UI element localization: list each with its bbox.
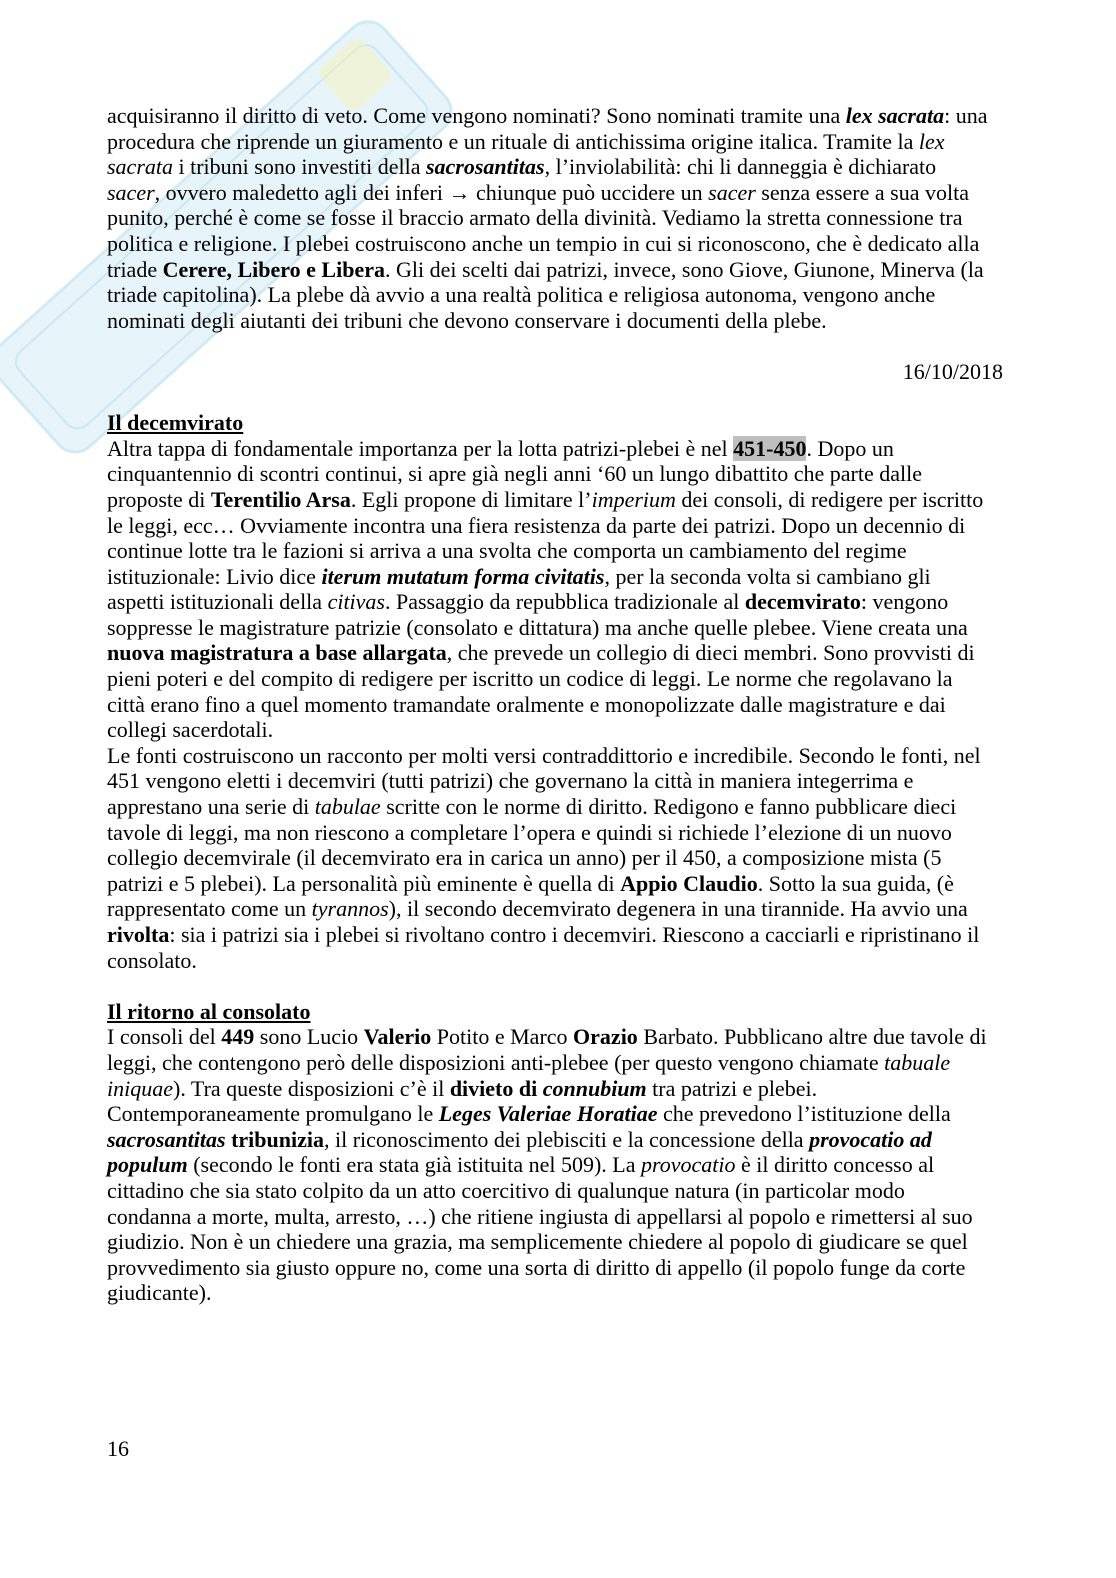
text-run: i tribuni sono investiti della (173, 154, 426, 180)
text-run: giudizio. Non è un chiedere una grazia, ma semplicemente chiedere al popolo di giudicare se quel (107, 1229, 968, 1255)
emphasized-text: Valerio (363, 1024, 432, 1050)
text-run: rappresentato come un (107, 896, 312, 922)
text-run: . Egli propone di limitare l’ (350, 486, 592, 512)
text-run: Contemporaneamente promulgano le (107, 1101, 439, 1127)
text-run: (secondo le fonti era stata già istituita nel 509). La (187, 1152, 642, 1178)
text-run: : una (944, 103, 988, 128)
text-line (107, 768, 1003, 794)
text-run: , il riconoscimento dei plebisciti e la concessione della (324, 1126, 810, 1152)
text-run: dei consoli, di redigere per iscritto (675, 486, 984, 512)
emphasized-text: sacrata (107, 154, 173, 180)
text-line (107, 794, 1003, 820)
emphasized-text: sacrosantitas (107, 1126, 226, 1152)
text-run: che prevedono l’istituzione della (657, 1101, 951, 1127)
emphasized-text: citivas (327, 589, 385, 615)
text-run: acquisiranno il diritto di veto. Come vengono nominati? Sono nominati tramite una (107, 103, 846, 128)
emphasized-text: decemvirato (744, 589, 861, 615)
text-run: soppresse le magistrature patrizie (consolato e dittatura) ma anche quelle plebee. Viene creata una (107, 614, 968, 640)
text-line (107, 129, 1003, 155)
emphasized-text: sacer (107, 179, 155, 205)
text-line (107, 589, 1003, 615)
text-line (107, 845, 1003, 871)
emphasized-text: connubium (542, 1075, 647, 1101)
text-run: . Dopo un (806, 435, 894, 461)
text-run: pieni poteri e del compito di redigere per iscritto un codice di leggi. Le norme che regolavano la (107, 666, 953, 692)
text-run: cittadino che sia stato colpito da un atto coercitivo di qualunque natura (in particolar modo (107, 1177, 905, 1203)
emphasized-text: tyrannos (311, 896, 389, 922)
text-line (107, 692, 1003, 718)
emphasized-text: sacer (708, 179, 756, 205)
text-line (107, 1050, 1003, 1076)
emphasized-text: tabuale (884, 1049, 951, 1075)
consolato-paragraphs (107, 1024, 1003, 1306)
text-run: proposte di (107, 486, 211, 512)
text-run: nominati degli aiutanti dei tribuni che devono conservare i documenti della plebe. (107, 307, 827, 333)
emphasized-text: sacrosantitas (425, 154, 545, 180)
text-run: continue lotte tra le fazioni si arriva a una svolta che comporta un cambiamento del regime (107, 538, 907, 564)
text-run: . Passaggio da repubblica tradizionale al (385, 589, 745, 615)
text-line (107, 308, 1003, 334)
text-line (107, 1024, 1003, 1050)
text-line (107, 103, 1003, 129)
text-line (107, 666, 1003, 692)
text-line (107, 1178, 1003, 1204)
text-line (107, 564, 1003, 590)
text-line (107, 180, 1003, 206)
decemvirato-paragraphs (107, 436, 1003, 973)
text-line (107, 513, 1003, 539)
text-line (107, 257, 1003, 283)
text-run: sono Lucio (254, 1024, 364, 1050)
text-run: . Sotto la sua guida, (è (757, 870, 954, 896)
emphasized-text: Cerere, Libero e Libera (162, 256, 385, 282)
emphasized-text: tabulae (314, 794, 381, 820)
text-run: , che prevede un collegio di dieci membri. Sono provvisti di (446, 640, 975, 666)
emphasized-text: lex sacrata (845, 103, 945, 128)
lecture-date: 16/10/2018 (902, 358, 1003, 384)
text-run: Barbato. Pubblicano altre due tavole di (637, 1024, 987, 1050)
emphasized-text: Terentilio Arsa (210, 486, 351, 512)
emphasized-text: iterum mutatum forma civitatis (321, 563, 605, 589)
text-run: patrizi e 5 plebei). La personalità più eminente è quella di (107, 870, 621, 896)
emphasized-text: provocatio ad (809, 1126, 932, 1152)
text-line (107, 896, 1003, 922)
emphasized-text: lex (918, 128, 945, 154)
text-line (107, 1076, 1003, 1102)
text-run: procedura che riprende un giuramento e un rituale di antichissima origine italica. Tramite la (107, 128, 919, 154)
text-line (107, 538, 1003, 564)
emphasized-text: provocatio (641, 1152, 736, 1178)
text-run: Le fonti costruiscono un racconto per molti versi contraddittorio e incredibile. Secondo le fonti, nel (107, 742, 981, 768)
text-line (107, 1229, 1003, 1255)
text-line (107, 231, 1003, 257)
text-run: ). Tra queste disposizioni c’è il (173, 1075, 450, 1101)
text-line (107, 205, 1003, 231)
text-run: politica e religione. I plebei costruiscono anche un tempio in cui si riconoscono, che è dedicato alla (107, 230, 980, 256)
text-run: consolato. (107, 947, 197, 973)
text-run: aspetti istituzionali della (107, 589, 328, 615)
text-run: tavole di leggi, ma non riescono a completare l’opera e quindi si richiede l’elezione di un nuovo (107, 819, 952, 845)
emphasized-text: imperium (591, 486, 676, 512)
text-run: . Gli dei scelti dai patrizi, invece, sono Giove, Giunone, Minerva (la (384, 256, 984, 282)
text-line (107, 436, 1003, 462)
text-line (107, 922, 1003, 948)
emphasized-text: tribunizia (225, 1126, 324, 1152)
text-run: condanna a morte, multa, arresto, …) che ritiene ingiusta di appellarsi al popolo e rimettersi al suo (107, 1203, 973, 1229)
emphasized-text: iniquae (107, 1075, 173, 1101)
emphasized-text: populum (107, 1152, 188, 1178)
text-run: triade (107, 256, 163, 282)
emphasized-text: Appio Claudio (620, 870, 758, 896)
text-line (107, 461, 1003, 487)
text-run: triade capitolina). La plebe dà avvio a una realtà politica e religiosa autonoma, vengono anche (107, 282, 936, 308)
heading-ritorno-al-consolato: Il ritorno al consolato (107, 998, 311, 1024)
text-run: giudicante). (107, 1280, 212, 1306)
text-run: le leggi, ecc… Ovviamente incontra una fiera resistenza da parte dei patrizi. Dopo un decennio di (107, 512, 966, 538)
highlighted-text: 451-450 (733, 435, 807, 461)
text-line (107, 282, 1003, 308)
text-line (107, 1280, 1003, 1306)
text-run: , ovvero maledetto agli dei inferi → chiunque può uccidere un (154, 179, 709, 205)
text-line (107, 487, 1003, 513)
emphasized-text: rivolta (107, 922, 170, 947)
text-line (107, 640, 1003, 666)
text-run: provvedimento sia giusto oppure no, come una sorta di diritto di appello (il popolo funge da corte (107, 1254, 966, 1280)
text-run: senza essere a sua volta (755, 179, 969, 205)
text-run: collegio decemvirale (il decemvirato era in carica un anno) per il 450, a composizione mista (5 (107, 845, 942, 871)
emphasized-text: divieto di (449, 1075, 543, 1101)
text-run: 451 vengono eletti i decemviri (tutti patrizi) che governano la città in maniera integerrima e (107, 768, 914, 794)
text-run: cinquantennio di scontri continui, si apre già negli anni ‘60 un lungo dibattito che parte dalle (107, 461, 923, 487)
emphasized-text: 449 (221, 1024, 255, 1050)
heading-decemvirato: Il decemvirato (107, 410, 244, 436)
text-line (107, 717, 1003, 743)
text-run: apprestano una serie di (107, 794, 315, 820)
page-body (107, 103, 1003, 1306)
text-line (107, 154, 1003, 180)
text-run: tra patrizi e plebei. (646, 1075, 818, 1101)
text-run: punito, perché è come se fosse il braccio armato della divinità. Vediamo la stretta connessione tra (107, 205, 963, 231)
text-line (107, 1255, 1003, 1281)
emphasized-text: Leges Valeriae Horatiae (438, 1101, 658, 1127)
text-run: : sia i patrizi sia i plebei si rivoltano contro i decemviri. Riescono a cacciarli e ripristinano il (169, 922, 980, 947)
text-run: leggi, che contengono però delle disposizioni anti-plebee (per questo vengono chiamate (107, 1049, 885, 1075)
text-run: istituzionale: Livio dice (107, 563, 322, 589)
text-line (107, 948, 1003, 974)
text-run: , l’inviolabilità: chi li danneggia è dichiarato (544, 154, 937, 180)
text-line (107, 1152, 1003, 1178)
text-run: : vengono (860, 589, 949, 615)
text-run: scritte con le norme di diritto. Redigono e fanno pubblicare dieci (380, 794, 957, 820)
intro-paragraph (107, 103, 1003, 333)
text-run: I consoli del (107, 1024, 222, 1050)
text-run: città erano fino a quel momento tramandate oralmente e monopolizzate dalle magistrature e dai (107, 691, 946, 717)
emphasized-text: Orazio (573, 1024, 638, 1050)
text-run: Potito e Marco (431, 1024, 574, 1050)
text-line (107, 871, 1003, 897)
emphasized-text: nuova magistratura a base allargata (107, 640, 447, 666)
text-line (107, 1127, 1003, 1153)
text-line (107, 1204, 1003, 1230)
text-line (107, 1101, 1003, 1127)
text-run: collegi sacerdotali. (107, 717, 274, 743)
text-run: è il diritto concesso al (735, 1152, 935, 1178)
text-line (107, 820, 1003, 846)
text-run: ), il secondo decemvirato degenera in una tirannide. Ha avvio una (388, 896, 968, 922)
text-run: , per la seconda volta si cambiano gli (604, 563, 931, 589)
text-line (107, 743, 1003, 769)
page-number: 16 (107, 1436, 129, 1461)
text-line (107, 615, 1003, 641)
text-run: Altra tappa di fondamentale importanza per la lotta patrizi-plebei è nel (107, 435, 734, 461)
